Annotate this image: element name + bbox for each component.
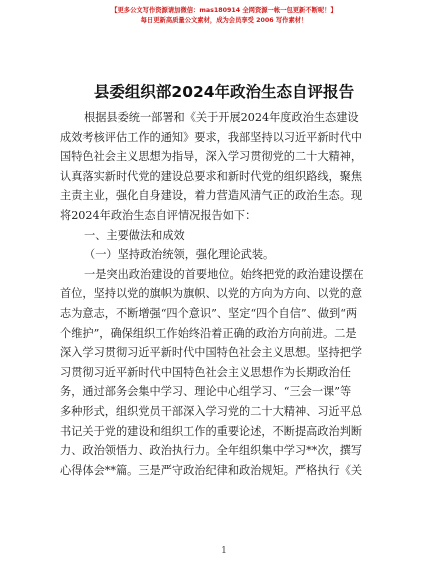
text-line: 首位，坚持以党的旗帜为旗帜、以党的方向为方向、以党的意 (60, 287, 363, 301)
text-line: 务，通过部务会集中学习、理论中心组学习、“三会一课”等 (60, 385, 352, 399)
text-line: 国特色社会主义思想为指导，深入学习贯彻党的二十大精神， (60, 150, 363, 164)
text-line: 一是突出政治建设的首要地位。始终把党的政治建设摆在 (84, 267, 364, 281)
text-line: 志为意志，不断增强“四个意识”、坚定“四个自信”、做到“两 (60, 306, 358, 320)
text-line: 根据县委统一部署和《关于开展2024年度政治生态建设 (84, 111, 359, 124)
text-line: 个维护”，确保组织工作始终沿着正确的政治方向前进。二是 (60, 326, 357, 340)
subsection-heading: （一）坚持政治统领，强化理论武装。 (84, 248, 275, 262)
document-body (60, 108, 388, 480)
promo-banner-line-2: 每日更新高质量公文素材，成为会员享受 2006 写作素材！ (140, 17, 308, 24)
text-line: 书记关于党的建设和组织工作的重要论述，不断提高政治判断 (60, 424, 363, 438)
text-line: 多种形式，组织党员干部深入学习党的二十大精神、习近平总 (60, 404, 363, 418)
text-line: 将2024年政治生态自评情况报告如下： (60, 208, 257, 222)
text-line: 习贯彻习近平新时代中国特色社会主义思想作为长期政治任 (60, 365, 351, 379)
intro-paragraph (60, 108, 388, 226)
text-line: 成效考核评估工作的通知》要求，我部坚持以习近平新时代中 (60, 130, 363, 144)
page-number: 1 (221, 546, 227, 556)
text-line: 深入学习贯彻习近平新时代中国特色社会主义思想。坚持把学 (60, 346, 363, 360)
document-title: 县委组织部2024年政治生态自评报告 (93, 83, 355, 101)
text-line: 主责主业，强化自身建设，着力营造风清气正的政治生态。现 (60, 189, 363, 203)
text-line: 认真落实新时代党的建设总要求和新时代党的组织路线，聚焦 (60, 169, 363, 183)
text-line: 力、政治领悟力、政治执行力。全年组织集中学习**次，撰写 (60, 444, 363, 458)
body-paragraph (60, 265, 388, 481)
text-line: 心得体会**篇。三是严守政治纪律和政治规矩。严格执行《关 (60, 463, 363, 477)
section-heading: 一、主要做法和成效 (84, 228, 185, 242)
promo-banner (0, 6, 448, 26)
promo-banner-line-1: 【更多公文写作资源请加微信：mas180914 全网资源一帐一包更新不断呢！】 (111, 7, 337, 14)
